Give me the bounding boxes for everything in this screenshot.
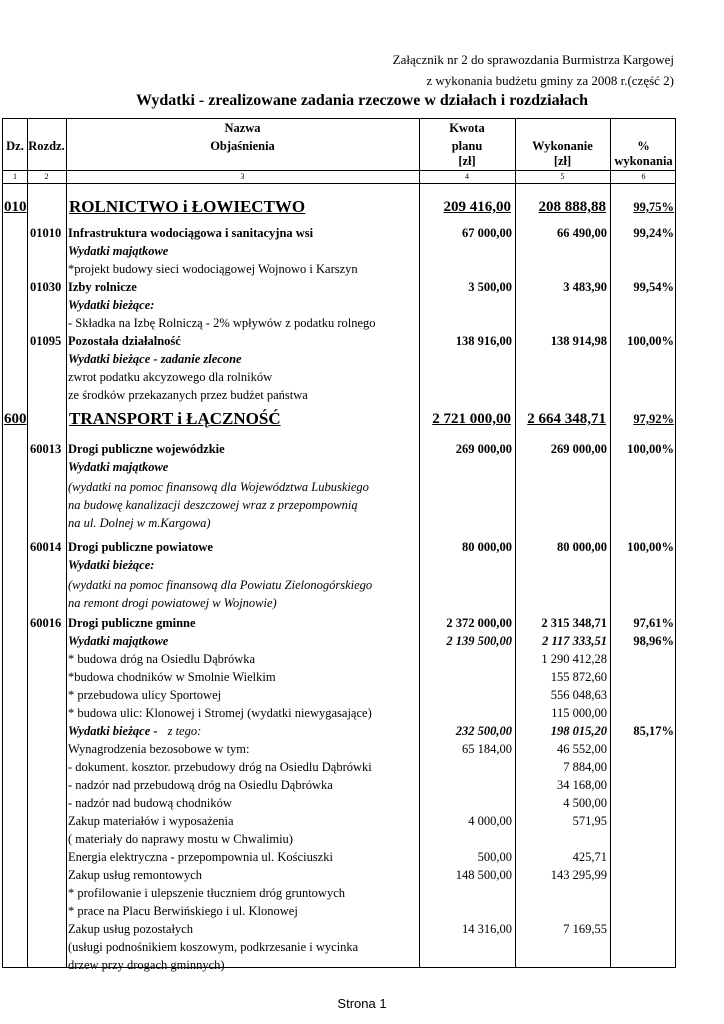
plan-amount: 138 916,00 bbox=[455, 334, 512, 348]
executed-amount: 571,95 bbox=[572, 814, 607, 828]
description-line: na remont drogi powiatowej w Wojnowie) bbox=[68, 596, 277, 610]
col-divider bbox=[27, 119, 28, 967]
description-line: - dokument. kosztor. przebudowy dróg na Osiedlu Dąbrówki bbox=[68, 760, 372, 774]
description-main: Wydatki bieżące - bbox=[68, 724, 158, 738]
executed-amount: 556 048,63 bbox=[550, 688, 607, 702]
description-suffix: z tego: bbox=[167, 724, 202, 738]
execution-percent: 100,00% bbox=[627, 540, 674, 554]
description-line: * prace na Placu Berwińskiego i ul. Klonowej bbox=[68, 904, 298, 918]
col-header-wyk-unit: [zł] bbox=[553, 154, 572, 168]
executed-amount: 4 500,00 bbox=[563, 796, 607, 810]
col-number: 2 bbox=[44, 172, 49, 181]
rozdzial-code: 60014 bbox=[30, 540, 62, 554]
col-number: 1 bbox=[13, 172, 17, 181]
plan-amount: 65 184,00 bbox=[462, 742, 512, 756]
description-line: Wydatki majątkowe bbox=[68, 634, 169, 648]
description-line: Zakup usług remontowych bbox=[68, 868, 203, 882]
expenditure-table bbox=[2, 118, 676, 972]
plan-amount: 269 000,00 bbox=[455, 442, 512, 456]
execution-percent: 97,61% bbox=[633, 616, 674, 630]
description-line: drzew przy drogach gminnych) bbox=[68, 958, 225, 972]
col-header-wykonanie: Wykonanie bbox=[532, 139, 593, 153]
plan-amount: 2 372 000,00 bbox=[446, 616, 512, 630]
executed-amount: 7 169,55 bbox=[563, 922, 607, 936]
description-line: (usługi podnośnikiem koszowym, podkrzesanie i wycinka bbox=[68, 940, 359, 954]
rozdzial-code: 60016 bbox=[30, 616, 62, 630]
description-line: ( materiały do naprawy mostu w Chwalimiu) bbox=[68, 832, 293, 846]
description-line: * profilowanie i ulepszenie tłuczniem dróg gruntowych bbox=[68, 886, 346, 900]
description-line: Wydatki majątkowe bbox=[68, 460, 169, 474]
description-line: * budowa ulic: Klonowej i Stromej (wydatki niewygasające) bbox=[68, 706, 372, 720]
executed-amount: 155 872,60 bbox=[550, 670, 607, 684]
executed-amount: 66 490,00 bbox=[557, 226, 607, 240]
header-line-2: z wykonania budżetu gminy za 2008 r.(część 2) bbox=[426, 73, 674, 88]
dzial-name: ROLNICTWO i ŁOWIECTWO bbox=[69, 197, 306, 216]
description-line: Zakup materiałów i wyposażenia bbox=[68, 814, 234, 828]
description-line: ze środków przekazanych przez budżet państwa bbox=[68, 388, 308, 402]
description-line: * przebudowa ulicy Sportowej bbox=[68, 688, 222, 702]
rozdzial-name: Drogi publiczne wojewódzkie bbox=[68, 442, 225, 456]
executed-amount: 208 888,88 bbox=[538, 199, 606, 215]
description-line: Wydatki bieżące: bbox=[68, 558, 155, 572]
rozdzial-code: 01095 bbox=[30, 334, 62, 348]
execution-percent: 99,54% bbox=[633, 280, 674, 294]
plan-amount: 500,00 bbox=[477, 850, 512, 864]
rozdzial-name: Izby rolnicze bbox=[68, 280, 137, 294]
col-header-objasnienia: Objaśnienia bbox=[210, 139, 275, 153]
plan-amount: 14 316,00 bbox=[462, 922, 512, 936]
col-number: 5 bbox=[560, 172, 565, 181]
plan-amount: 232 500,00 bbox=[455, 724, 512, 738]
executed-amount: 3 483,90 bbox=[563, 280, 607, 294]
plan-amount: 80 000,00 bbox=[462, 540, 512, 554]
col-header-kwota: Kwota bbox=[449, 121, 485, 135]
col-number: 6 bbox=[641, 172, 646, 181]
col-number: 4 bbox=[465, 172, 469, 181]
description-line bbox=[68, 723, 418, 739]
plan-amount: 3 500,00 bbox=[468, 280, 512, 294]
executed-amount: 7 884,00 bbox=[563, 760, 607, 774]
description-line: (wydatki na pomoc finansową dla Województwa Lubuskiego bbox=[68, 480, 369, 494]
executed-amount: 425,71 bbox=[572, 850, 607, 864]
execution-percent: 97,92% bbox=[633, 412, 674, 426]
executed-amount: 198 015,20 bbox=[550, 724, 607, 738]
executed-amount: 1 290 412,28 bbox=[541, 652, 607, 666]
description-line: *budowa chodników w Smolnie Wielkim bbox=[68, 670, 276, 684]
dzial-name: TRANSPORT i ŁĄCZNOŚĆ bbox=[69, 409, 281, 428]
header-line-1: Załącznik nr 2 do sprawozdania Burmistrza Kargowej bbox=[392, 52, 674, 67]
col-header-wykonania: wykonania bbox=[614, 154, 673, 168]
page-title: Wydatki - zrealizowane zadania rzeczowe w działach i rozdziałach bbox=[135, 92, 589, 109]
executed-amount: 46 552,00 bbox=[557, 742, 607, 756]
col-header-dz: Dz. bbox=[6, 139, 24, 153]
description-line: Wynagrodzenia bezosobowe w tym: bbox=[68, 742, 250, 756]
executed-amount: 2 664 348,71 bbox=[527, 411, 606, 427]
description-line: - nadzór nad przebudową dróg na Osiedlu Dąbrówka bbox=[68, 778, 333, 792]
description-line: zwrot podatku akcyzowego dla rolników bbox=[68, 370, 273, 384]
col-header-planu: planu bbox=[451, 139, 483, 153]
execution-percent: 85,17% bbox=[633, 724, 674, 738]
description-line: - nadzór nad budową chodników bbox=[68, 796, 232, 810]
executed-amount: 143 295,99 bbox=[550, 868, 607, 882]
page-footer: Strona 1 bbox=[337, 996, 387, 1011]
description-line: * budowa dróg na Osiedlu Dąbrówka bbox=[68, 652, 256, 666]
col-divider bbox=[66, 119, 67, 967]
description-line: Wydatki bieżące: bbox=[68, 298, 155, 312]
rozdzial-code: 01030 bbox=[30, 280, 62, 294]
executed-amount: 34 168,00 bbox=[557, 778, 607, 792]
executed-amount: 115 000,00 bbox=[551, 706, 607, 720]
description-line: na ul. Dolnej w m.Kargowa) bbox=[68, 516, 211, 530]
col-header-rozdz: Rozdz. bbox=[28, 139, 65, 153]
plan-amount: 4 000,00 bbox=[468, 814, 512, 828]
rozdzial-name: Drogi publiczne gminne bbox=[68, 616, 196, 630]
executed-amount: 2 117 333,51 bbox=[542, 634, 607, 648]
plan-amount: 2 139 500,00 bbox=[446, 634, 512, 648]
description-line: Energia elektryczna - przepompownia ul. Kościuszki bbox=[68, 850, 333, 864]
description-line: Wydatki majątkowe bbox=[68, 244, 169, 258]
execution-percent: 100,00% bbox=[627, 334, 674, 348]
rozdzial-code: 01010 bbox=[30, 226, 62, 240]
execution-percent: 100,00% bbox=[627, 442, 674, 456]
description-line: *projekt budowy sieci wodociągowej Wojnowo i Karszyn bbox=[68, 262, 358, 276]
header-divider bbox=[3, 183, 675, 184]
description-line: Wydatki bieżące - zadanie zlecone bbox=[68, 352, 242, 366]
col-header-pct: % bbox=[637, 139, 650, 153]
description-line: (wydatki na pomoc finansową dla Powiatu Zielonogórskiego bbox=[68, 578, 373, 592]
col-header-nazwa: Nazwa bbox=[224, 121, 261, 135]
dzial-code: 010 bbox=[4, 199, 27, 215]
rozdzial-code: 60013 bbox=[30, 442, 62, 456]
rozdzial-name: Infrastruktura wodociągowa i sanitacyjna wsi bbox=[68, 226, 314, 240]
rozdzial-name: Pozostała działalność bbox=[68, 334, 181, 348]
plan-amount: 148 500,00 bbox=[455, 868, 512, 882]
plan-amount: 2 721 000,00 bbox=[432, 411, 511, 427]
executed-amount: 269 000,00 bbox=[550, 442, 607, 456]
col-number: 3 bbox=[240, 172, 245, 181]
dzial-code: 600 bbox=[4, 411, 27, 427]
description-line: - Składka na Izbę Rolniczą - 2% wpływów z podatku rolnego bbox=[68, 316, 376, 330]
plan-amount: 67 000,00 bbox=[462, 226, 512, 240]
rozdzial-name: Drogi publiczne powiatowe bbox=[68, 540, 213, 554]
description-line: Zakup usług pozostałych bbox=[68, 922, 193, 936]
executed-amount: 2 315 348,71 bbox=[541, 616, 607, 630]
execution-percent: 99,75% bbox=[633, 200, 674, 214]
execution-percent: 98,96% bbox=[633, 634, 674, 648]
description-line: na budowę kanalizacji deszczowej wraz z przepompownią bbox=[68, 498, 358, 512]
executed-amount: 80 000,00 bbox=[557, 540, 607, 554]
col-header-plan-unit: [zł] bbox=[458, 154, 476, 168]
plan-amount: 209 416,00 bbox=[443, 199, 511, 215]
execution-percent: 99,24% bbox=[633, 226, 674, 240]
executed-amount: 138 914,98 bbox=[550, 334, 607, 348]
